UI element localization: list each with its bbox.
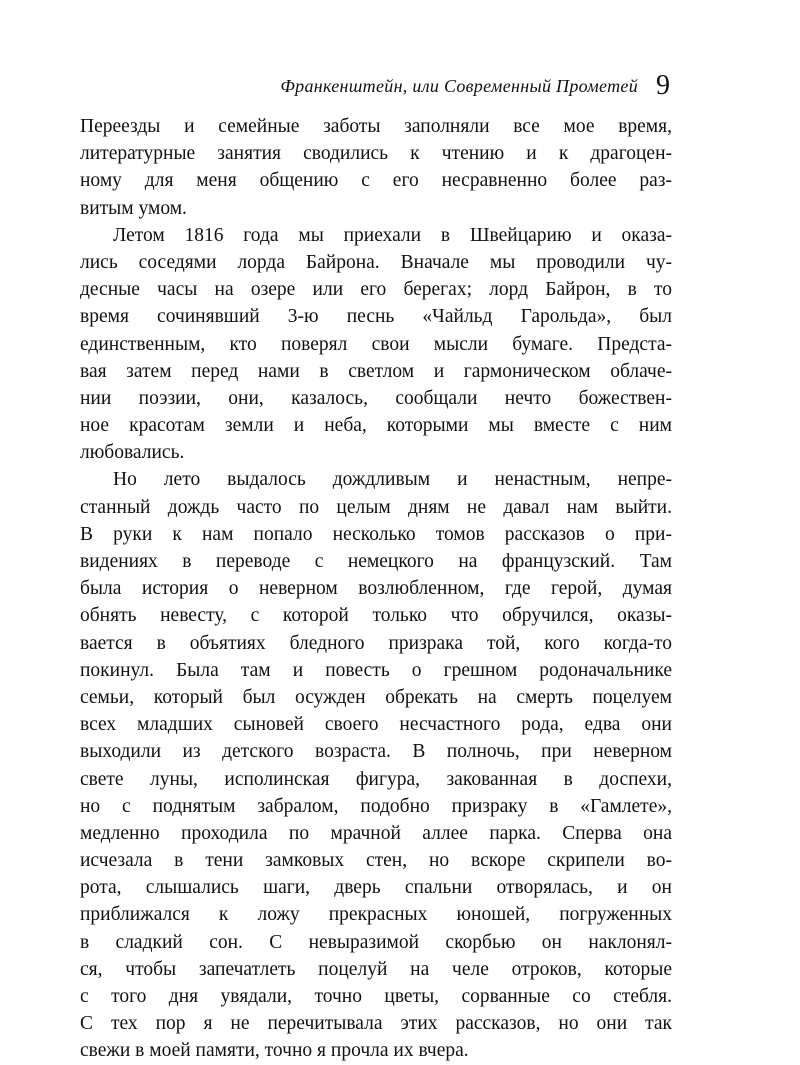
text-line: С тех пор я не перечитывала этих рассказов, но они так <box>80 1013 672 1035</box>
text-line: станный дождь часто по целым дням не давал нам выйти. <box>80 496 672 518</box>
text-line: ся, чтобы запечатлеть поцелуй на челе отроков, которые <box>80 958 672 980</box>
text-line: покинул. Была там и повесть о грешном родоначальнике <box>80 659 672 681</box>
text-line: десные часы на озере или его берегах; лорд Байрон, в то <box>80 279 672 301</box>
running-header <box>0 70 670 102</box>
running-title: Франкенштейн, или Современный Прометей <box>280 76 638 96</box>
text-line: приближался к ложу прекрасных юношей, погруженных <box>80 904 672 926</box>
text-line: выходили из детского возраста. В полночь, при неверном <box>80 741 672 763</box>
text-line: исчезала в тени замковых стен, но вскоре скрипели во- <box>80 850 672 872</box>
text-line: ное красотам земли и неба, которыми мы вместе с ним <box>80 415 672 437</box>
page-number: 9 <box>656 70 670 101</box>
text-line: время сочинявший 3-ю песнь «Чайльд Гарольда», был <box>80 306 672 328</box>
text-line: свете луны, исполинская фигура, закованная в доспехи, <box>80 768 672 790</box>
text-line: нии поэзии, они, казалось, сообщали нечто божествен- <box>80 387 672 409</box>
body-text <box>80 113 672 1065</box>
text-line: в сладкий сон. С невыразимой скорбью он наклонял- <box>80 931 672 953</box>
text-line: но с поднятым забралом, подобно призраку в «Гамлете», <box>80 795 672 817</box>
text-line: всех младших сыновей своего несчастного рода, едва они <box>80 714 672 736</box>
text-line: В руки к нам попало несколько томов рассказов о при- <box>80 523 672 545</box>
text-line: литературные занятия сводились к чтению и к драгоцен- <box>80 143 672 165</box>
text-line: медленно проходила по мрачной аллее парка. Сперва она <box>80 822 672 844</box>
text-line: единственным, кто поверял свои мысли бумаге. Предста- <box>80 333 672 355</box>
text-line: рота, слышались шаги, дверь спальни отворялась, и он <box>80 877 672 899</box>
text-line: свежи в моей памяти, точно я прочла их вчера. <box>80 1040 469 1062</box>
text-line: Но лето выдалось дождливым и ненастным, непре- <box>113 469 672 491</box>
text-line: была история о неверном возлюбленном, где герой, думая <box>80 578 672 600</box>
text-line: Летом 1816 года мы приехали в Швейцарию и оказа- <box>113 224 672 246</box>
text-line: вая затем перед нами в светлом и гармоническом облаче- <box>80 360 672 382</box>
text-line: видениях в переводе с немецкого на французский. Там <box>80 551 672 572</box>
text-line: витым умом. <box>80 197 187 219</box>
text-line: любовались. <box>80 442 185 464</box>
text-line: обнять невесту, с которой только что обручился, оказы- <box>80 605 672 627</box>
text-line: вается в объятиях бледного призрака той, кого когда-то <box>80 632 672 654</box>
text-line: Переезды и семейные заботы заполняли все мое время, <box>80 116 672 137</box>
text-line: семьи, который был осужден обрекать на смерть поцелуем <box>80 686 672 708</box>
text-line: с того дня увядали, точно цветы, сорванные со стебля. <box>80 986 672 1007</box>
text-line: ному для меня общению с его несравненно более раз- <box>80 170 672 192</box>
text-line: лись соседями лорда Байрона. Вначале мы проводили чу- <box>80 251 672 273</box>
